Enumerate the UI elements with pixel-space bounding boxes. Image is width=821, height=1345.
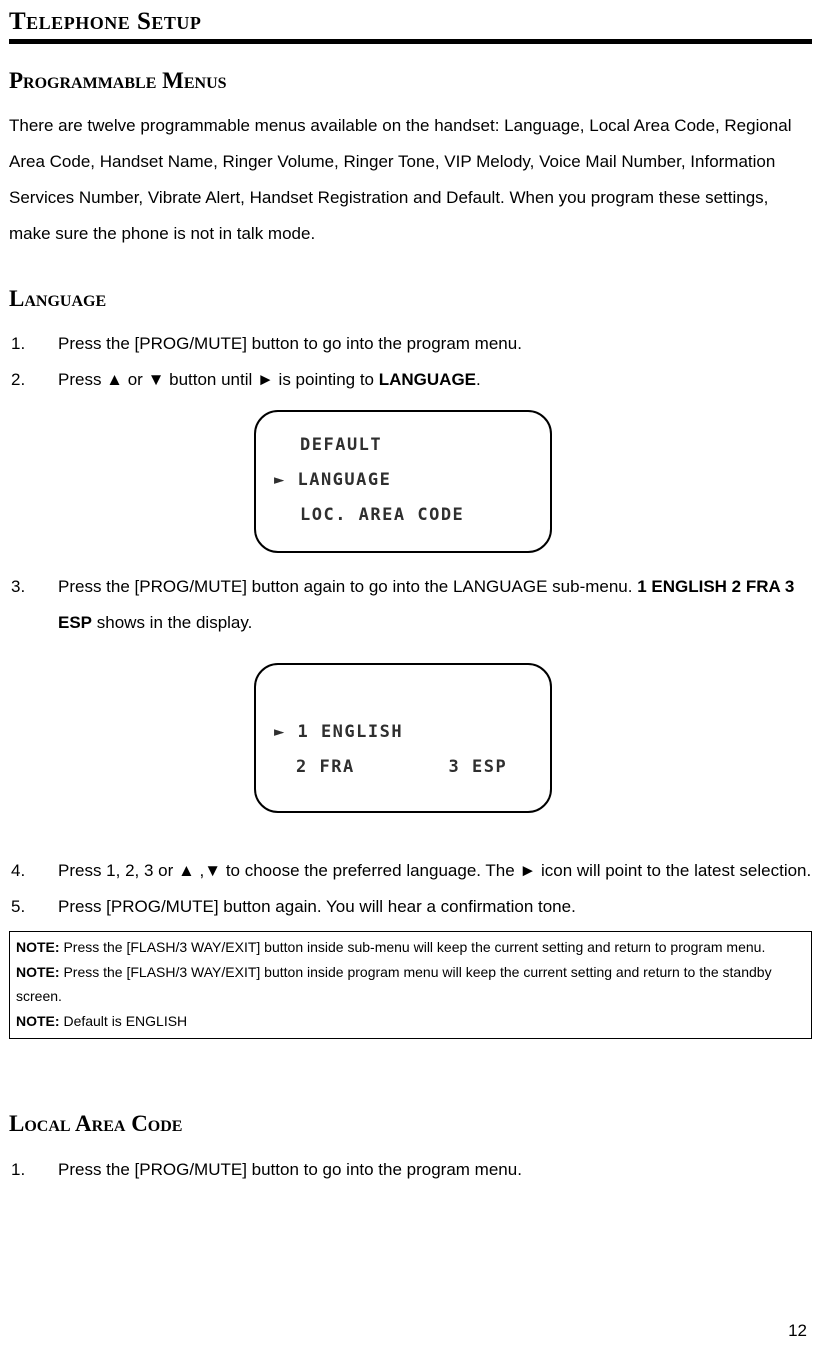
note-text: Press the [FLASH/3 WAY/EXIT] button inside program menu will keep the current setting and return to the standby screen. [16, 963, 772, 1005]
programmable-menus-paragraph: There are twelve programmable menus available on the handset: Language, Local Area Code, Regional Area Code, Handset Name, Ringer Volume, Ringer Tone, VIP Melody, Voice Mail Number, Information Services Number, Vibrate Alert, Handset Registration and Default. When you program these settings, make sure the phone is not in talk mode. [9, 115, 792, 243]
step-text: Press the [PROG/MUTE] button to go into the program menu. [58, 1159, 522, 1179]
note-text: Press the [FLASH/3 WAY/EXIT] button inside sub-menu will keep the current setting and return to program menu. [59, 939, 766, 956]
section-heading-language: Language [9, 285, 107, 311]
lcd-line-loc-area-code: LOC. AREA CODE [300, 505, 465, 526]
title-underline [9, 39, 812, 44]
step-number: 5. [11, 897, 26, 917]
section-local-area-code [9, 1111, 812, 1187]
note-text: Default is ENGLISH [59, 1012, 188, 1029]
language-step-4 [9, 853, 812, 889]
language-step-3 [9, 569, 812, 641]
note-item [16, 960, 805, 1009]
step-text-bold: 1 ENGLISH 2 FRA 3 ESP [58, 577, 795, 633]
step-text: Press the [PROG/MUTE] button to go into the program menu. [58, 334, 522, 354]
step-number: 1. [11, 1159, 26, 1179]
step-text: Press 1, 2, 3 or ▲ ,▼ to choose the preferred language. The ► icon will point to the latest selection. [58, 861, 812, 881]
manual-page [9, 8, 812, 1340]
note-label: NOTE: [16, 963, 60, 980]
note-label: NOTE: [16, 1012, 60, 1029]
note-item [16, 1009, 805, 1034]
page-number: 12 [788, 1321, 807, 1340]
language-step-2 [9, 362, 812, 398]
note-box [9, 931, 812, 1039]
note-item [16, 935, 805, 960]
step-number: 3. [11, 577, 26, 597]
lcd-line-language-selected: ► LANGUAGE [274, 470, 392, 491]
step-text [58, 569, 812, 641]
page-title: Telephone Setup [9, 8, 202, 35]
lcd-display-language-submenu [254, 663, 552, 813]
step-text-suffix: shows in the display. [92, 613, 253, 633]
step-text-suffix: . [476, 370, 481, 390]
step-number: 2. [11, 370, 26, 390]
step-number: 1. [11, 334, 26, 354]
step-text [58, 362, 812, 398]
step-text-bold: LANGUAGE [378, 370, 477, 390]
step-text-prefix: Press ▲ or ▼ button until ► is pointing to [58, 370, 379, 390]
lcd-line-english-selected: ► 1 ENGLISH [274, 722, 404, 743]
note-label: NOTE: [16, 939, 60, 956]
page-header [9, 8, 812, 44]
step-text-prefix: Press the [PROG/MUTE] button again to go into the LANGUAGE sub-menu. [58, 577, 638, 597]
lcd-display-program-menu [254, 410, 552, 553]
section-programmable-menus [9, 68, 812, 252]
step-text: Press [PROG/MUTE] button again. You will hear a confirmation tone. [58, 897, 576, 917]
local-area-code-step-1 [9, 1152, 812, 1188]
language-step-1 [9, 326, 812, 362]
language-step-5 [9, 889, 812, 925]
lcd-line-default: DEFAULT [300, 435, 383, 456]
lcd-line-fra-esp: 2 FRA 3 ESP [296, 757, 508, 778]
section-heading-programmable-menus: Programmable Menus [9, 67, 227, 93]
section-language [9, 286, 812, 1039]
section-heading-local-area-code: Local Area Code [9, 1111, 183, 1137]
step-number: 4. [11, 861, 26, 881]
